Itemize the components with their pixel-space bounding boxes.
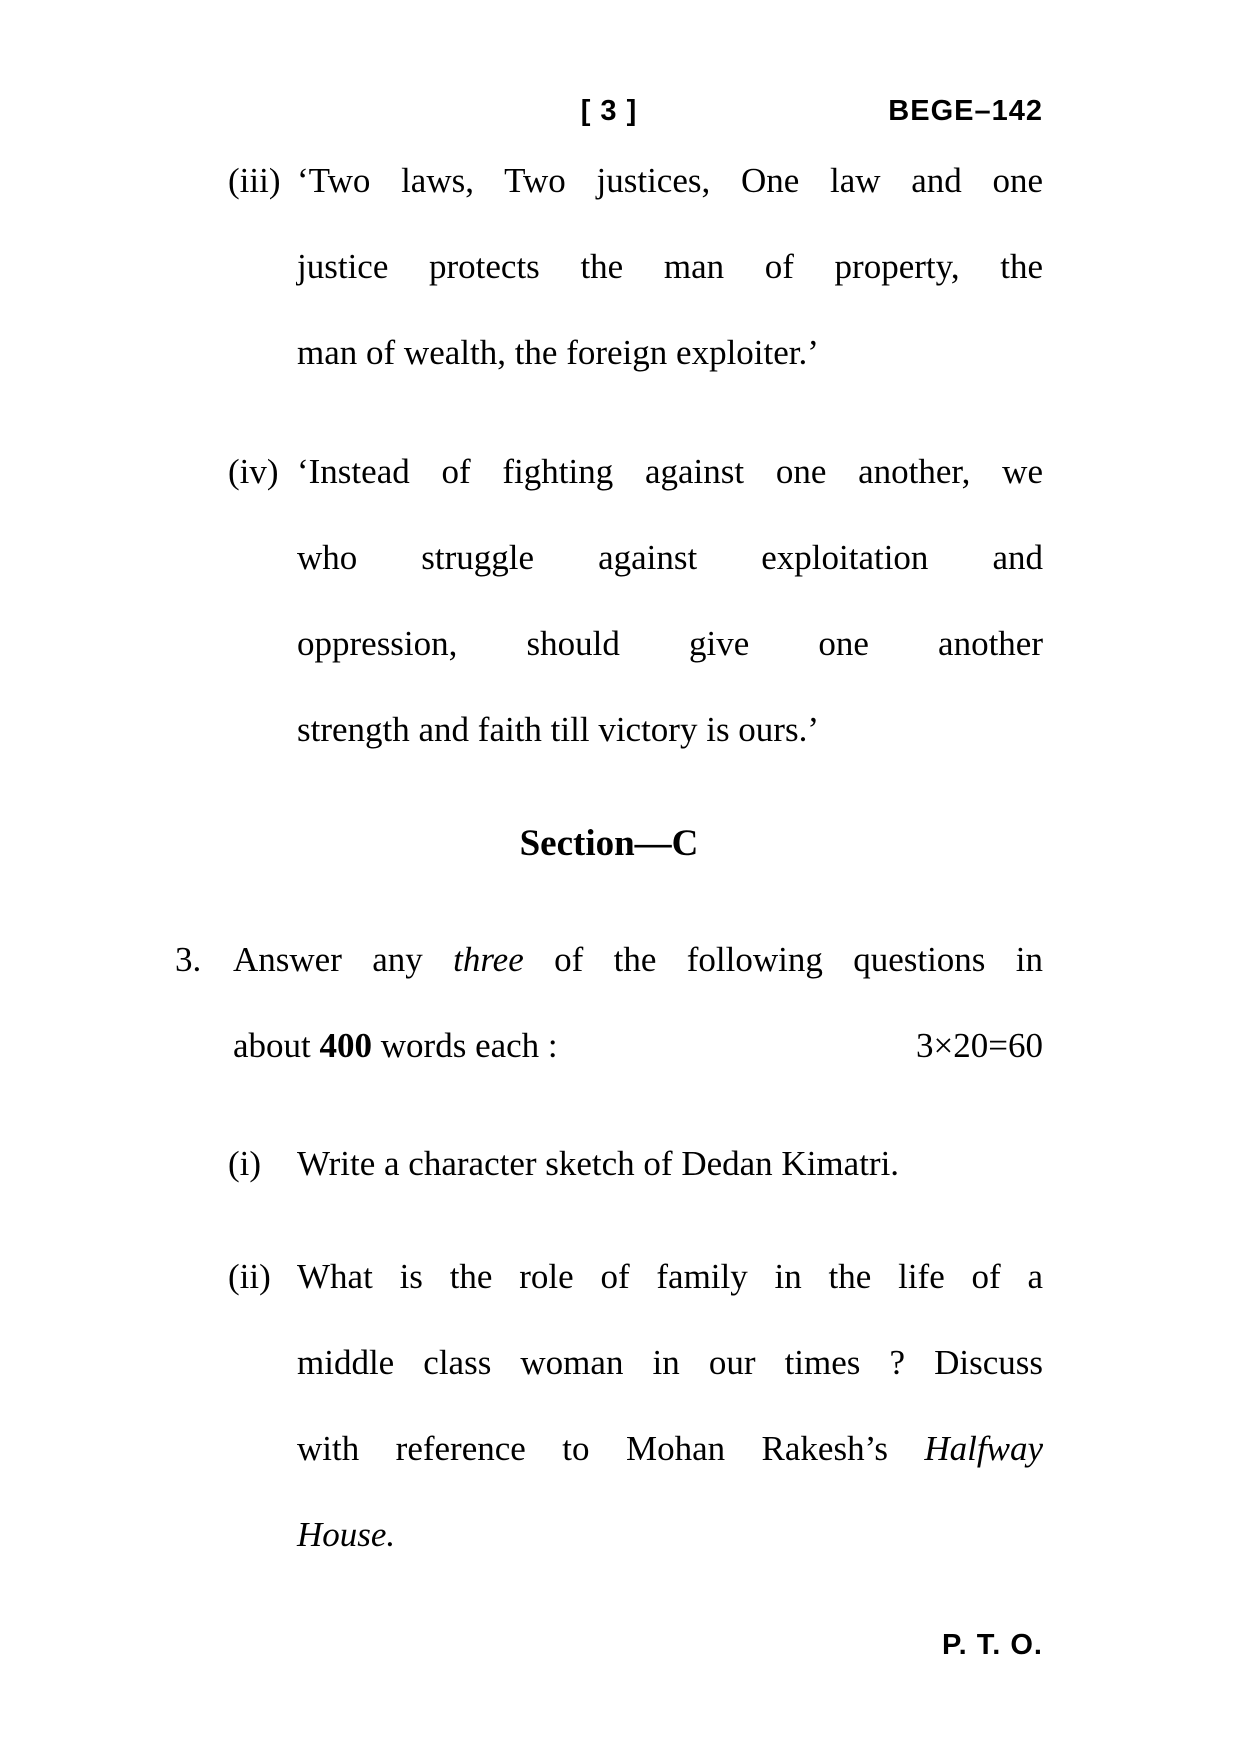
text-line: strength and faith till victory is ours.’ <box>297 710 819 749</box>
intro-pre: Answer any <box>233 940 454 979</box>
word-count: 400 <box>319 1026 373 1065</box>
intro-pre-2: about <box>233 1026 320 1065</box>
text-line: justice protects the man of property, the <box>297 247 1043 286</box>
quote-item-iv <box>228 429 1043 773</box>
item-text-iii <box>297 138 1043 396</box>
text-line: ‘Two laws, Two justices, One law and one <box>297 161 1043 200</box>
item-text-iv <box>297 429 1043 773</box>
item-label-i: (i) <box>228 1144 262 1183</box>
question-intro-line-2 <box>233 1003 1043 1089</box>
item-label-ii: (ii) <box>228 1257 271 1296</box>
intro-post: of the following questions in <box>523 940 1044 979</box>
intro-post-2: words each : <box>372 1026 558 1065</box>
section-heading: Section—C <box>519 823 699 864</box>
sub-question-i <box>228 1121 1043 1207</box>
text-line <box>297 1492 1043 1578</box>
page-number: [ 3 ] <box>580 95 638 127</box>
text-line: ‘Instead of fighting against one another, we <box>297 452 1043 491</box>
sub-question-i-text <box>297 1121 1043 1207</box>
marks-scheme: 3×20=60 <box>916 1026 1043 1065</box>
question-3 <box>175 917 1043 1578</box>
intro-left <box>233 1003 558 1089</box>
paper-code: BEGE–142 <box>888 95 1043 127</box>
sub-question-ii <box>228 1234 1043 1578</box>
question-3-body <box>228 917 1044 1578</box>
question-intro-line-1 <box>233 917 1043 1003</box>
text-line: What is the role of family in the life of a <box>297 1257 1043 1296</box>
text-line: Write a character sketch of Dedan Kimatri. <box>297 1144 900 1183</box>
page-footer <box>175 1627 1043 1663</box>
line-pre: with reference to Mohan Rakesh’s <box>297 1429 925 1468</box>
text-line: oppression, should give one another <box>297 624 1043 663</box>
text-line: middle class woman in our times ? Discuss <box>297 1343 1043 1382</box>
pto-label: P. T. O. <box>942 1629 1043 1661</box>
text-line: who struggle against exploitation and <box>297 538 1043 577</box>
quote-item-iii <box>228 138 1043 396</box>
text-line: man of wealth, the foreign exploiter.’ <box>297 333 819 372</box>
book-title-part-2: House. <box>297 1515 396 1554</box>
book-title-part-1: Halfway <box>924 1429 1043 1468</box>
item-label-iii: (iii) <box>228 161 281 200</box>
page-header <box>175 93 1043 129</box>
intro-emphasis: three <box>453 940 524 979</box>
question-number: 3. <box>175 940 202 979</box>
text-line <box>297 1406 1043 1492</box>
sub-question-ii-text <box>297 1234 1043 1578</box>
item-label-iv: (iv) <box>228 452 279 491</box>
